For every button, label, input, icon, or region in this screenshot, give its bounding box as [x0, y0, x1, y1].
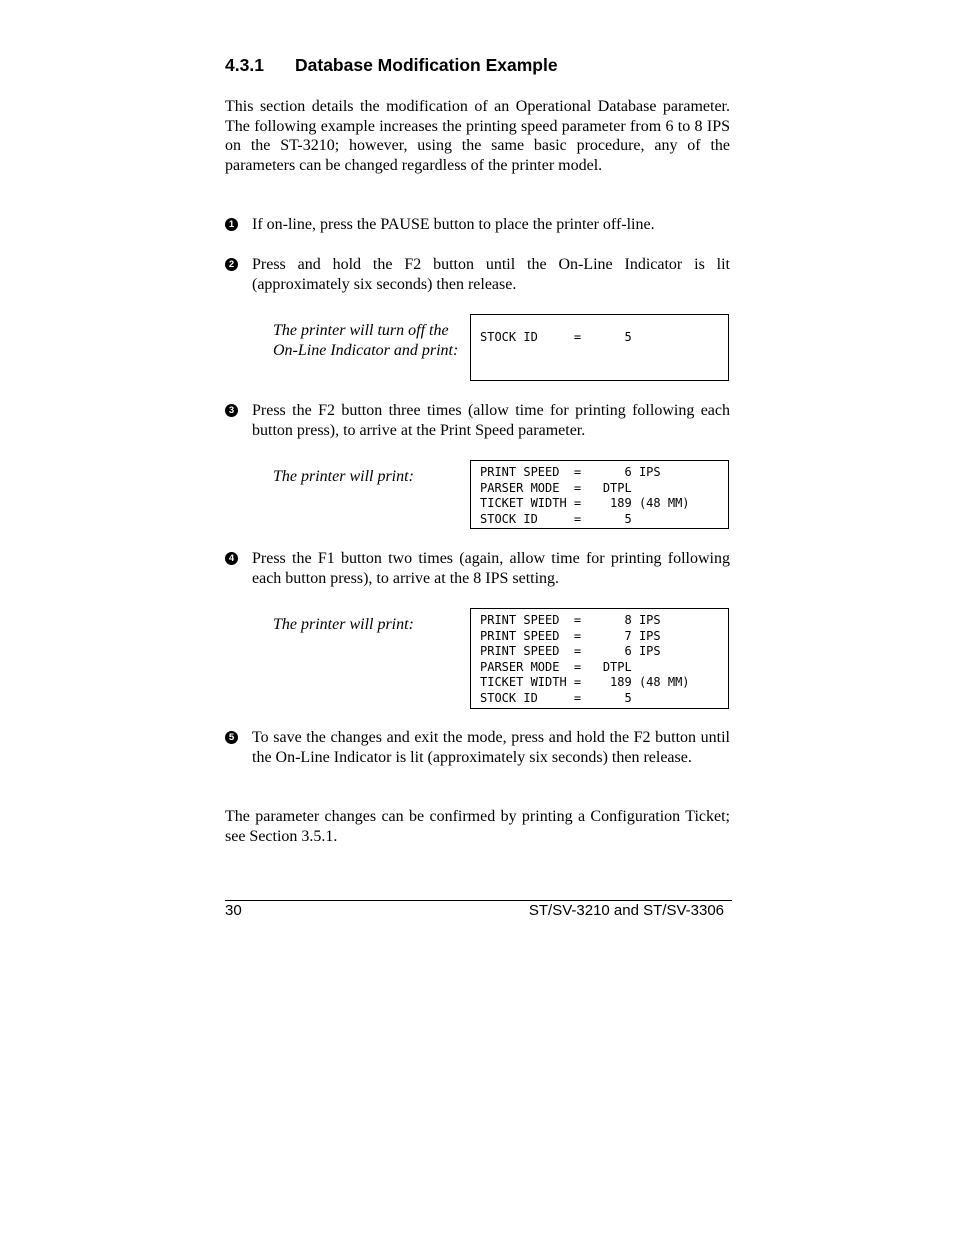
step-4-printout-text: PRINT SPEED = 8 IPS PRINT SPEED = 7 IPS PRINT SPEED = 6 IPS PARSER MODE = DTPL TICKET WIDTH = 189 (48 MM) STOCK ID = 5: [480, 613, 690, 705]
step-1-text: If on-line, press the PAUSE button to place the printer off-line.: [252, 216, 655, 233]
step-2-printout-text: STOCK ID = 5: [480, 330, 632, 344]
step-4-note: The printer will print:: [273, 616, 414, 633]
step-3-text: Press the F2 button three times (allow time for printing following each button press), to arrive at the Print Speed parameter.: [252, 402, 730, 439]
footer-divider: [225, 900, 732, 901]
step-4-text: Press the F1 button two times (again, allow time for printing following each button press), to arrive at the 8 IPS setting.: [252, 550, 730, 587]
step-1-marker: 1: [225, 215, 243, 233]
step-3-printout: [470, 460, 729, 529]
conclusion-paragraph: The parameter changes can be confirmed by printing a Configuration Ticket; see Section 3.5.1.: [225, 808, 730, 845]
intro-paragraph: This section details the modification of an Operational Database parameter. The following example increases the printing speed parameter from 6 to 8 IPS on the ST-3210; however, using the same basic procedure, any of the parameters can be changed regardless of the printer model.: [225, 98, 730, 174]
step-3-printout-text: PRINT SPEED = 6 IPS PARSER MODE = DTPL TICKET WIDTH = 189 (48 MM) STOCK ID = 5: [480, 465, 690, 526]
page-number: 30: [225, 902, 242, 919]
step-5-text: To save the changes and exit the mode, press and hold the F2 button until the On-Line Indicator is lit (approximately six seconds) then release.: [252, 729, 730, 766]
step-3-note: The printer will print:: [273, 468, 414, 485]
step-4-printout: [470, 608, 729, 709]
step-2-note: The printer will turn off the On-Line Indicator and print:: [273, 322, 459, 359]
step-2-text: Press and hold the F2 button until the On-Line Indicator is lit (approximately six seconds) then release.: [252, 256, 730, 293]
section-heading: [225, 55, 558, 76]
step-3-marker: 3: [225, 401, 243, 419]
section-number: 4.3.1: [225, 55, 264, 75]
step-2-printout: [470, 314, 729, 381]
footer-doc-title: ST/SV-3210 and ST/SV-3306: [528, 902, 724, 919]
section-title: Database Modification Example: [295, 55, 558, 75]
step-4-marker: 4: [225, 549, 243, 567]
step-5-marker: 5: [225, 728, 243, 746]
step-2-marker: 2: [225, 255, 243, 273]
